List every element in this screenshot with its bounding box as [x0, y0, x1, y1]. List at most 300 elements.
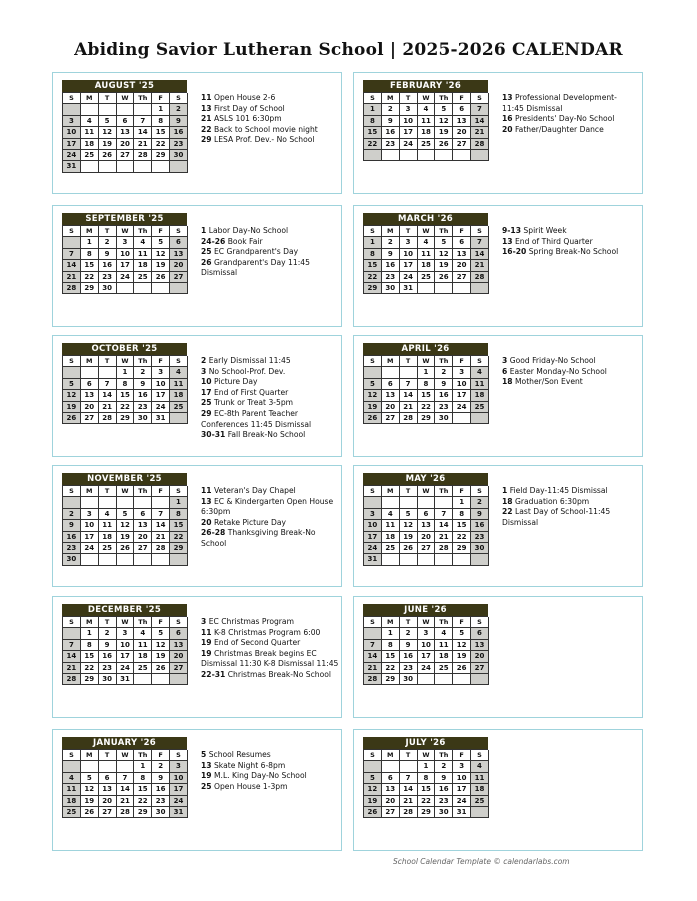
day-cell: 15: [453, 520, 471, 531]
day-cell: 8: [364, 249, 382, 260]
day-cell: 12: [152, 640, 170, 651]
day-cell: 27: [99, 807, 117, 818]
empty-day-cell: [63, 237, 81, 248]
day-cell: 18: [170, 390, 188, 401]
month-calendar: [62, 343, 187, 424]
event-item: [201, 518, 339, 529]
day-cell: 17: [453, 390, 471, 401]
event-text: Retake Picture Day: [211, 517, 286, 527]
event-date: 26-28: [201, 528, 226, 538]
day-cell: 28: [400, 413, 418, 424]
empty-day-cell: [134, 674, 152, 685]
day-cell: 3: [400, 104, 418, 115]
day-cell: 2: [400, 628, 418, 639]
month-name: MARCH '26: [363, 213, 488, 225]
day-cell: 6: [471, 628, 489, 639]
event-text: Veteran's Day Chapel: [211, 486, 296, 495]
day-cell: 30: [99, 283, 117, 294]
day-cell: 23: [435, 402, 453, 413]
month-calendar: [62, 473, 187, 566]
day-cell: 13: [453, 249, 471, 260]
day-cell: 17: [117, 651, 135, 662]
day-cell: 23: [382, 272, 400, 283]
day-grid: [363, 616, 488, 685]
month-calendar: [363, 343, 488, 424]
day-cell: 7: [134, 116, 152, 127]
event-item: [502, 377, 640, 388]
day-grid: [62, 485, 187, 566]
event-item: [201, 258, 339, 279]
empty-day-cell: [400, 554, 418, 565]
weekday-label: S: [170, 486, 188, 497]
weekday-label: S: [63, 617, 81, 628]
day-cell: 8: [81, 249, 99, 260]
day-cell: 25: [435, 663, 453, 674]
day-cell: 28: [152, 543, 170, 554]
event-text: ASLS 101 6:30pm: [211, 114, 282, 124]
empty-day-cell: [418, 554, 436, 565]
day-cell: 7: [400, 773, 418, 784]
day-cell: 2: [152, 761, 170, 772]
event-item: [201, 649, 339, 670]
day-cell: 4: [471, 367, 489, 378]
day-cell: 24: [364, 543, 382, 554]
day-cell: 20: [453, 127, 471, 138]
day-cell: 12: [152, 249, 170, 260]
day-cell: 3: [117, 628, 135, 639]
day-cell: 11: [134, 249, 152, 260]
day-cell: 15: [418, 784, 436, 795]
empty-day-cell: [435, 674, 453, 685]
day-cell: 14: [471, 116, 489, 127]
month-panel: [353, 729, 643, 851]
weekday-label: S: [471, 617, 489, 628]
day-cell: 27: [170, 663, 188, 674]
day-cell: 30: [99, 674, 117, 685]
event-date: 10: [201, 377, 212, 387]
event-item: [201, 114, 339, 125]
day-cell: 10: [453, 379, 471, 390]
day-cell: 1: [170, 497, 188, 508]
day-cell: 5: [435, 237, 453, 248]
day-cell: 23: [99, 272, 117, 283]
day-cell: 11: [99, 520, 117, 531]
event-item: [201, 367, 339, 378]
day-cell: 29: [152, 150, 170, 161]
weekday-label: T: [99, 93, 117, 104]
day-cell: 5: [364, 379, 382, 390]
day-cell: 31: [364, 554, 382, 565]
day-cell: 6: [170, 237, 188, 248]
page-title: Abiding Savior Lutheran School | 2025-2026 CALENDAR: [74, 40, 623, 60]
day-cell: 29: [134, 807, 152, 818]
event-date: 13: [502, 236, 513, 246]
empty-day-cell: [63, 367, 81, 378]
day-cell: 10: [117, 640, 135, 651]
event-text: Graduation 6:30pm: [512, 496, 590, 506]
day-cell: 21: [63, 272, 81, 283]
event-item: [201, 247, 339, 258]
day-cell: 17: [170, 784, 188, 795]
empty-day-cell: [453, 150, 471, 161]
day-cell: 28: [400, 807, 418, 818]
empty-day-cell: [152, 497, 170, 508]
day-cell: 26: [117, 543, 135, 554]
weekday-label: S: [170, 356, 188, 367]
day-cell: 5: [453, 628, 471, 639]
day-cell: 14: [471, 249, 489, 260]
event-item: [201, 388, 339, 399]
day-cell: 24: [117, 663, 135, 674]
empty-day-cell: [134, 554, 152, 565]
day-grid: [363, 749, 488, 818]
day-cell: 10: [152, 379, 170, 390]
empty-day-cell: [117, 161, 135, 172]
weekday-label: F: [453, 93, 471, 104]
day-grid: [62, 355, 187, 424]
day-cell: 11: [63, 784, 81, 795]
event-text: Early Dismissal 11:45: [206, 356, 291, 365]
day-cell: 24: [170, 796, 188, 807]
day-cell: 25: [418, 272, 436, 283]
day-cell: 9: [63, 520, 81, 531]
empty-day-cell: [134, 497, 152, 508]
day-cell: 15: [170, 520, 188, 531]
day-cell: 24: [63, 150, 81, 161]
day-cell: 7: [471, 237, 489, 248]
day-cell: 7: [400, 379, 418, 390]
weekday-label: S: [364, 356, 382, 367]
month-panel: [52, 72, 342, 194]
empty-day-cell: [117, 104, 135, 115]
day-cell: 5: [152, 628, 170, 639]
day-cell: 25: [99, 543, 117, 554]
day-grid: [62, 749, 187, 818]
weekday-label: M: [382, 226, 400, 237]
event-item: [201, 237, 339, 248]
empty-day-cell: [382, 497, 400, 508]
weekday-label: S: [471, 93, 489, 104]
day-cell: 27: [382, 807, 400, 818]
day-cell: 10: [364, 520, 382, 531]
day-cell: 13: [382, 390, 400, 401]
day-cell: 1: [152, 104, 170, 115]
day-cell: 5: [364, 773, 382, 784]
day-cell: 21: [117, 796, 135, 807]
weekday-label: T: [400, 356, 418, 367]
day-cell: 9: [152, 773, 170, 784]
day-cell: 8: [382, 640, 400, 651]
event-date: 29: [201, 135, 212, 145]
day-cell: 16: [382, 260, 400, 271]
day-cell: 10: [453, 773, 471, 784]
day-cell: 28: [471, 272, 489, 283]
empty-day-cell: [453, 554, 471, 565]
weekday-label: Th: [435, 93, 453, 104]
weekday-label: S: [63, 750, 81, 761]
weekday-label: M: [382, 93, 400, 104]
day-cell: 16: [134, 390, 152, 401]
event-item: [201, 398, 339, 409]
weekday-label: T: [99, 226, 117, 237]
day-cell: 11: [81, 127, 99, 138]
day-cell: 29: [418, 413, 436, 424]
day-cell: 4: [418, 237, 436, 248]
empty-day-cell: [400, 367, 418, 378]
weekday-label: M: [81, 226, 99, 237]
event-text: Christmas Break-No School: [225, 669, 331, 679]
weekday-label: M: [81, 486, 99, 497]
day-cell: 27: [453, 139, 471, 150]
day-cell: 22: [170, 532, 188, 543]
day-cell: 6: [81, 379, 99, 390]
day-cell: 26: [453, 663, 471, 674]
day-cell: 4: [471, 761, 489, 772]
day-cell: 21: [400, 402, 418, 413]
day-grid: [62, 225, 187, 294]
event-date: 3: [201, 366, 207, 376]
day-cell: 22: [418, 402, 436, 413]
day-cell: 16: [99, 651, 117, 662]
day-cell: 14: [63, 651, 81, 662]
event-item: [502, 367, 640, 378]
day-cell: 24: [81, 543, 99, 554]
event-date: 16: [502, 114, 513, 124]
day-cell: 22: [117, 402, 135, 413]
empty-day-cell: [382, 150, 400, 161]
day-cell: 14: [435, 520, 453, 531]
month-calendar: [62, 737, 187, 818]
day-cell: 30: [435, 807, 453, 818]
weekday-label: Th: [435, 617, 453, 628]
weekday-label: M: [81, 617, 99, 628]
day-cell: 7: [364, 640, 382, 651]
empty-day-cell: [435, 283, 453, 294]
day-cell: 8: [418, 379, 436, 390]
event-item: [201, 528, 339, 549]
day-cell: 29: [170, 543, 188, 554]
event-text: End of Second Quarter: [211, 638, 301, 648]
weekday-label: Th: [134, 226, 152, 237]
day-cell: 8: [134, 773, 152, 784]
weekday-label: W: [418, 486, 436, 497]
weekday-label: Th: [134, 617, 152, 628]
day-cell: 19: [152, 651, 170, 662]
empty-day-cell: [435, 150, 453, 161]
event-date: 11: [201, 486, 212, 495]
day-cell: 11: [435, 640, 453, 651]
empty-day-cell: [134, 283, 152, 294]
event-item: [201, 104, 339, 115]
empty-day-cell: [134, 104, 152, 115]
day-cell: 8: [364, 116, 382, 127]
day-cell: 2: [99, 237, 117, 248]
weekday-label: T: [400, 226, 418, 237]
day-cell: 17: [364, 532, 382, 543]
event-date: 25: [201, 781, 212, 791]
weekday-label: Th: [134, 356, 152, 367]
day-cell: 3: [117, 237, 135, 248]
day-cell: 19: [117, 532, 135, 543]
day-cell: 1: [364, 237, 382, 248]
month-calendar: [62, 213, 187, 294]
event-date: 26: [201, 257, 212, 267]
event-date: 18: [502, 496, 513, 506]
event-date: 11: [201, 93, 212, 102]
day-cell: 5: [99, 116, 117, 127]
day-cell: 30: [400, 674, 418, 685]
event-text: Last Day of School-11:45 Dismissal: [502, 507, 611, 527]
event-date: 19: [201, 771, 212, 781]
empty-day-cell: [364, 150, 382, 161]
empty-day-cell: [99, 367, 117, 378]
day-cell: 26: [63, 413, 81, 424]
empty-day-cell: [117, 497, 135, 508]
day-cell: 30: [134, 413, 152, 424]
day-cell: 5: [63, 379, 81, 390]
day-cell: 30: [170, 150, 188, 161]
day-cell: 11: [418, 249, 436, 260]
weekday-label: W: [418, 356, 436, 367]
event-item: [201, 356, 339, 367]
month-calendar: [62, 604, 187, 685]
event-text: Professional Development- 11:45 Dismissal: [502, 93, 617, 113]
empty-day-cell: [471, 413, 489, 424]
day-cell: 9: [435, 379, 453, 390]
day-cell: 27: [81, 413, 99, 424]
event-item: [201, 226, 339, 237]
day-cell: 21: [435, 532, 453, 543]
day-cell: 20: [99, 796, 117, 807]
event-text: Mother/Son Event: [512, 377, 583, 387]
empty-day-cell: [364, 497, 382, 508]
day-cell: 15: [81, 260, 99, 271]
event-text: End of First Quarter: [211, 387, 289, 397]
event-text: First Day of School: [211, 103, 285, 113]
day-cell: 14: [99, 390, 117, 401]
weekday-label: F: [152, 93, 170, 104]
day-cell: 19: [400, 532, 418, 543]
event-text: Book Fair: [225, 236, 263, 246]
day-cell: 6: [117, 116, 135, 127]
empty-day-cell: [471, 283, 489, 294]
day-cell: 18: [418, 127, 436, 138]
event-text: Christmas Break begins EC Dismissal 11:30 K-8 Dismissal 11:45: [201, 648, 339, 669]
day-cell: 23: [170, 139, 188, 150]
day-cell: 12: [435, 116, 453, 127]
day-cell: 27: [418, 543, 436, 554]
day-cell: 16: [382, 127, 400, 138]
event-list: [502, 486, 640, 528]
empty-day-cell: [471, 554, 489, 565]
day-cell: 25: [418, 139, 436, 150]
day-cell: 31: [152, 413, 170, 424]
month-panel: [353, 465, 643, 587]
day-grid: [363, 92, 488, 161]
day-cell: 9: [382, 116, 400, 127]
day-cell: 30: [152, 807, 170, 818]
day-cell: 23: [99, 663, 117, 674]
event-text: Thanksgiving Break-No School: [201, 528, 316, 548]
day-cell: 17: [400, 260, 418, 271]
empty-day-cell: [170, 283, 188, 294]
day-cell: 8: [81, 640, 99, 651]
event-item: [201, 430, 339, 441]
event-text: Labor Day-No School: [206, 226, 289, 235]
day-cell: 20: [117, 139, 135, 150]
empty-day-cell: [152, 283, 170, 294]
day-cell: 6: [418, 509, 436, 520]
event-item: [502, 226, 640, 237]
day-cell: 3: [418, 628, 436, 639]
day-cell: 21: [364, 663, 382, 674]
day-cell: 17: [400, 127, 418, 138]
empty-day-cell: [471, 807, 489, 818]
day-cell: 29: [453, 543, 471, 554]
day-cell: 19: [99, 139, 117, 150]
weekday-label: S: [471, 356, 489, 367]
weekday-label: S: [170, 617, 188, 628]
day-cell: 2: [382, 104, 400, 115]
event-date: 3: [502, 356, 508, 365]
day-cell: 21: [134, 139, 152, 150]
day-cell: 7: [63, 249, 81, 260]
day-cell: 30: [382, 283, 400, 294]
footer-credit: School Calendar Template © calendarlabs.com: [393, 857, 570, 866]
day-cell: 10: [63, 127, 81, 138]
day-cell: 16: [63, 532, 81, 543]
day-cell: 21: [99, 402, 117, 413]
day-cell: 29: [418, 807, 436, 818]
day-cell: 26: [364, 807, 382, 818]
weekday-label: T: [400, 750, 418, 761]
weekday-label: W: [418, 226, 436, 237]
event-date: 22: [201, 124, 212, 134]
event-item: [201, 93, 339, 104]
day-cell: 20: [382, 796, 400, 807]
day-cell: 29: [81, 283, 99, 294]
event-date: 9-13: [502, 226, 522, 235]
empty-day-cell: [382, 761, 400, 772]
empty-day-cell: [117, 283, 135, 294]
day-cell: 20: [453, 260, 471, 271]
day-cell: 26: [364, 413, 382, 424]
day-cell: 28: [63, 674, 81, 685]
empty-day-cell: [152, 161, 170, 172]
day-cell: 1: [81, 628, 99, 639]
day-grid: [62, 92, 187, 173]
day-cell: 5: [435, 104, 453, 115]
day-cell: 10: [400, 116, 418, 127]
event-list: [201, 356, 339, 441]
event-text: Spirit Week: [521, 226, 567, 235]
day-cell: 3: [453, 367, 471, 378]
day-cell: 30: [435, 413, 453, 424]
weekday-label: T: [99, 356, 117, 367]
event-text: EC & Kindergarten Open House 6:30pm: [201, 496, 334, 517]
day-cell: 29: [81, 674, 99, 685]
day-cell: 11: [170, 379, 188, 390]
day-cell: 4: [134, 628, 152, 639]
day-cell: 16: [170, 127, 188, 138]
day-cell: 13: [99, 784, 117, 795]
weekday-label: T: [99, 486, 117, 497]
day-cell: 14: [400, 784, 418, 795]
day-cell: 8: [453, 509, 471, 520]
day-cell: 24: [453, 796, 471, 807]
day-cell: 10: [418, 640, 436, 651]
empty-day-cell: [152, 674, 170, 685]
